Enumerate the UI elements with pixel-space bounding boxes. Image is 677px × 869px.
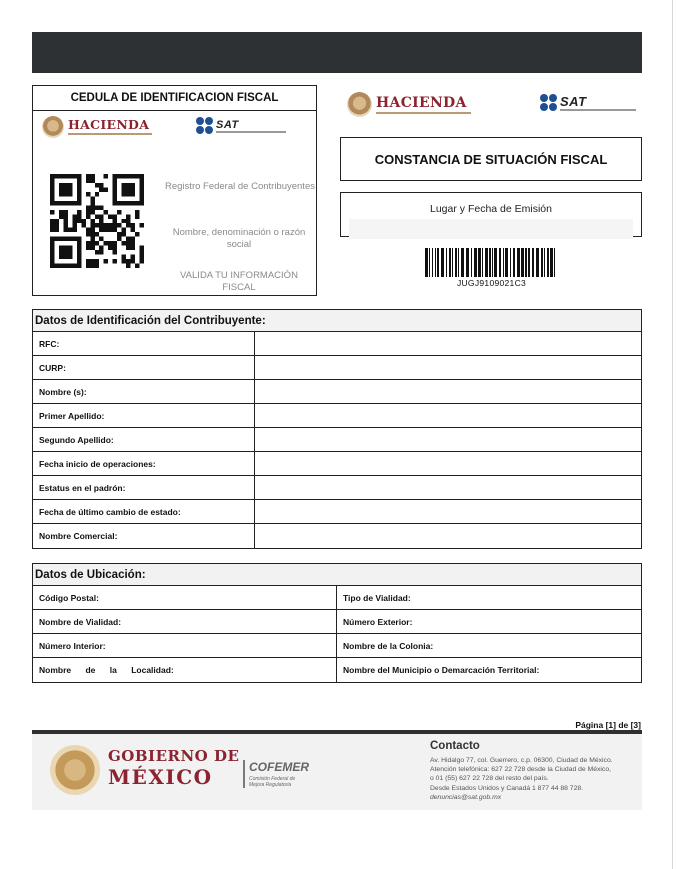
nombre-razon-label: Nombre, denominación o razón social [172, 227, 306, 250]
field-label: Código Postal: [39, 592, 99, 603]
contacto-info [430, 756, 613, 802]
barcode-bar [437, 248, 439, 277]
barcode-bar [521, 248, 524, 277]
table-row [33, 634, 641, 658]
barcode-bar [554, 248, 555, 277]
barcode-bar [513, 248, 515, 277]
qr-code[interactable] [50, 174, 144, 268]
table-row [33, 658, 641, 682]
field-value [255, 476, 641, 499]
barcode-bar [429, 248, 430, 277]
sat-text: SAT [560, 94, 587, 109]
valida-info-link[interactable]: VALIDA TU INFORMACIÓN FISCAL [180, 270, 298, 293]
contacto-line: o 01 (55) 627 22 728 del resto del país. [430, 775, 549, 783]
page-number: Página [1] de [3] [575, 720, 641, 730]
table-row [33, 356, 641, 380]
cofemer-logo [243, 760, 309, 788]
field-value [255, 524, 641, 548]
table-row [33, 610, 641, 634]
barcode-bar [435, 248, 436, 277]
barcode-bar [525, 248, 527, 277]
barcode-bar [536, 248, 539, 277]
gobierno-line1: GOBIERNO DE [108, 747, 240, 765]
table-row [33, 524, 641, 548]
barcode-bar [492, 248, 493, 277]
barcode-bar [517, 248, 520, 277]
lugar-fecha-label: Lugar y Fecha de Emisión [430, 203, 552, 215]
field-label: Fecha de último cambio de estado: [33, 500, 255, 523]
barcode-bar [532, 248, 534, 277]
barcode-bar [461, 248, 464, 277]
table-row [33, 500, 641, 524]
barcode-bar [544, 248, 545, 277]
barcode-bar [449, 248, 451, 277]
barcode-bar [471, 248, 472, 277]
barcode-bar [452, 248, 453, 277]
barcode-bar [541, 248, 543, 277]
hacienda-subline [68, 133, 152, 135]
hacienda-text: HACIENDA [376, 94, 467, 111]
ubicacion-section [32, 563, 642, 683]
field-label: Nombre de Vialidad: [39, 616, 122, 627]
hacienda-logo [347, 92, 471, 117]
table-row [33, 452, 641, 476]
top-bar [32, 32, 642, 73]
contacto-title: Contacto [430, 740, 480, 752]
sat-dots-icon [540, 94, 557, 111]
constancia-title: CONSTANCIA DE SITUACIÓN FISCAL [340, 137, 642, 181]
table-row [33, 428, 641, 452]
barcode-bar [505, 248, 508, 277]
field-value [255, 404, 641, 427]
gobierno-line2: MÉXICO [108, 765, 213, 789]
registro-label: Registro Federal de Contribuyentes [165, 181, 315, 192]
table-row [33, 380, 641, 404]
barcode-bar [458, 248, 459, 277]
field-label: Estatus en el padrón: [33, 476, 255, 499]
hacienda-logo-small [42, 116, 152, 138]
sat-text: SAT [216, 118, 239, 131]
field-value [255, 356, 641, 379]
barcode-bar [550, 248, 553, 277]
contribuyente-section [32, 309, 642, 549]
sat-subline [216, 131, 286, 133]
contacto-email-link[interactable]: denuncias@sat.gob.mx [430, 793, 502, 801]
hacienda-text: HACIENDA [68, 116, 150, 132]
field-label: CURP: [33, 356, 255, 379]
barcode-bar [455, 248, 457, 277]
barcode-bar [528, 248, 530, 277]
barcode-bar [446, 248, 447, 277]
hacienda-subline [376, 112, 471, 114]
field-value [255, 500, 641, 523]
table-row [33, 332, 641, 356]
barcode-bar [425, 248, 428, 277]
gobierno-seal-icon [50, 745, 100, 795]
table-row [33, 476, 641, 500]
field-label: Número Exterior: [336, 610, 641, 633]
field-label: Tipo de Vialidad: [336, 586, 641, 609]
barcode-bar [547, 248, 549, 277]
barcode-bar [482, 248, 483, 277]
barcode-bar [432, 248, 433, 277]
sat-logo-small [196, 117, 286, 134]
barcode-text: JUGJ9109021C3 [456, 278, 527, 288]
field-label: Segundo Apellido: [33, 428, 255, 451]
lugar-fecha-value [349, 219, 633, 239]
page-edge [672, 0, 673, 869]
barcode-bar [474, 248, 477, 277]
table-row [33, 586, 641, 610]
cofemer-text: COFEMER [249, 760, 309, 774]
field-label: Nombre de la Localidad: [39, 665, 174, 675]
field-value [255, 332, 641, 355]
field-value [255, 380, 641, 403]
field-label: Nombre de la Colonia: [336, 634, 641, 657]
barcode-bar [441, 248, 444, 277]
contacto-line: Desde Estados Unidos y Canadá 1 877 44 88 728. [430, 784, 584, 792]
field-value [255, 452, 641, 475]
field-value [255, 428, 641, 451]
barcode-bar [485, 248, 488, 277]
contribuyente-title: Datos de Identificación del Contribuyente: [33, 310, 641, 332]
barcode-bar [499, 248, 501, 277]
sat-dots-icon [196, 117, 213, 134]
table-row [33, 404, 641, 428]
barcode-bar [478, 248, 481, 277]
barcode-bar [466, 248, 469, 277]
contacto-line: Atención telefónica: 627 22 728 desde la Ciudad de México, [430, 766, 611, 774]
gobierno-logo [108, 749, 239, 787]
cofemer-sub: Comisión Federal de Mejora Regulatoria [249, 776, 296, 788]
barcode [425, 248, 558, 277]
sat-logo [540, 94, 636, 111]
barcode-bar [510, 248, 511, 277]
field-label: Primer Apellido: [33, 404, 255, 427]
field-label: Fecha inicio de operaciones: [33, 452, 255, 475]
sat-subline [560, 109, 636, 111]
barcode-bar [503, 248, 504, 277]
barcode-bar [494, 248, 497, 277]
cedula-title: CEDULA DE IDENTIFICACION FISCAL [33, 86, 316, 111]
field-label: Número Interior: [39, 640, 106, 651]
contacto-line: Av. Hidalgo 77, col. Guerrero, c.p. 06300, Ciudad de México. [430, 757, 613, 764]
field-label: Nombre Comercial: [33, 524, 255, 548]
field-label: RFC: [33, 332, 255, 355]
ubicacion-title: Datos de Ubicación: [33, 564, 641, 586]
barcode-bar [489, 248, 491, 277]
field-label: Nombre del Municipio o Demarcación Territorial: [336, 658, 641, 682]
hacienda-seal-icon [347, 92, 372, 117]
field-label: Nombre (s): [33, 380, 255, 403]
hacienda-seal-icon [42, 116, 64, 138]
lugar-fecha-box [340, 192, 642, 237]
